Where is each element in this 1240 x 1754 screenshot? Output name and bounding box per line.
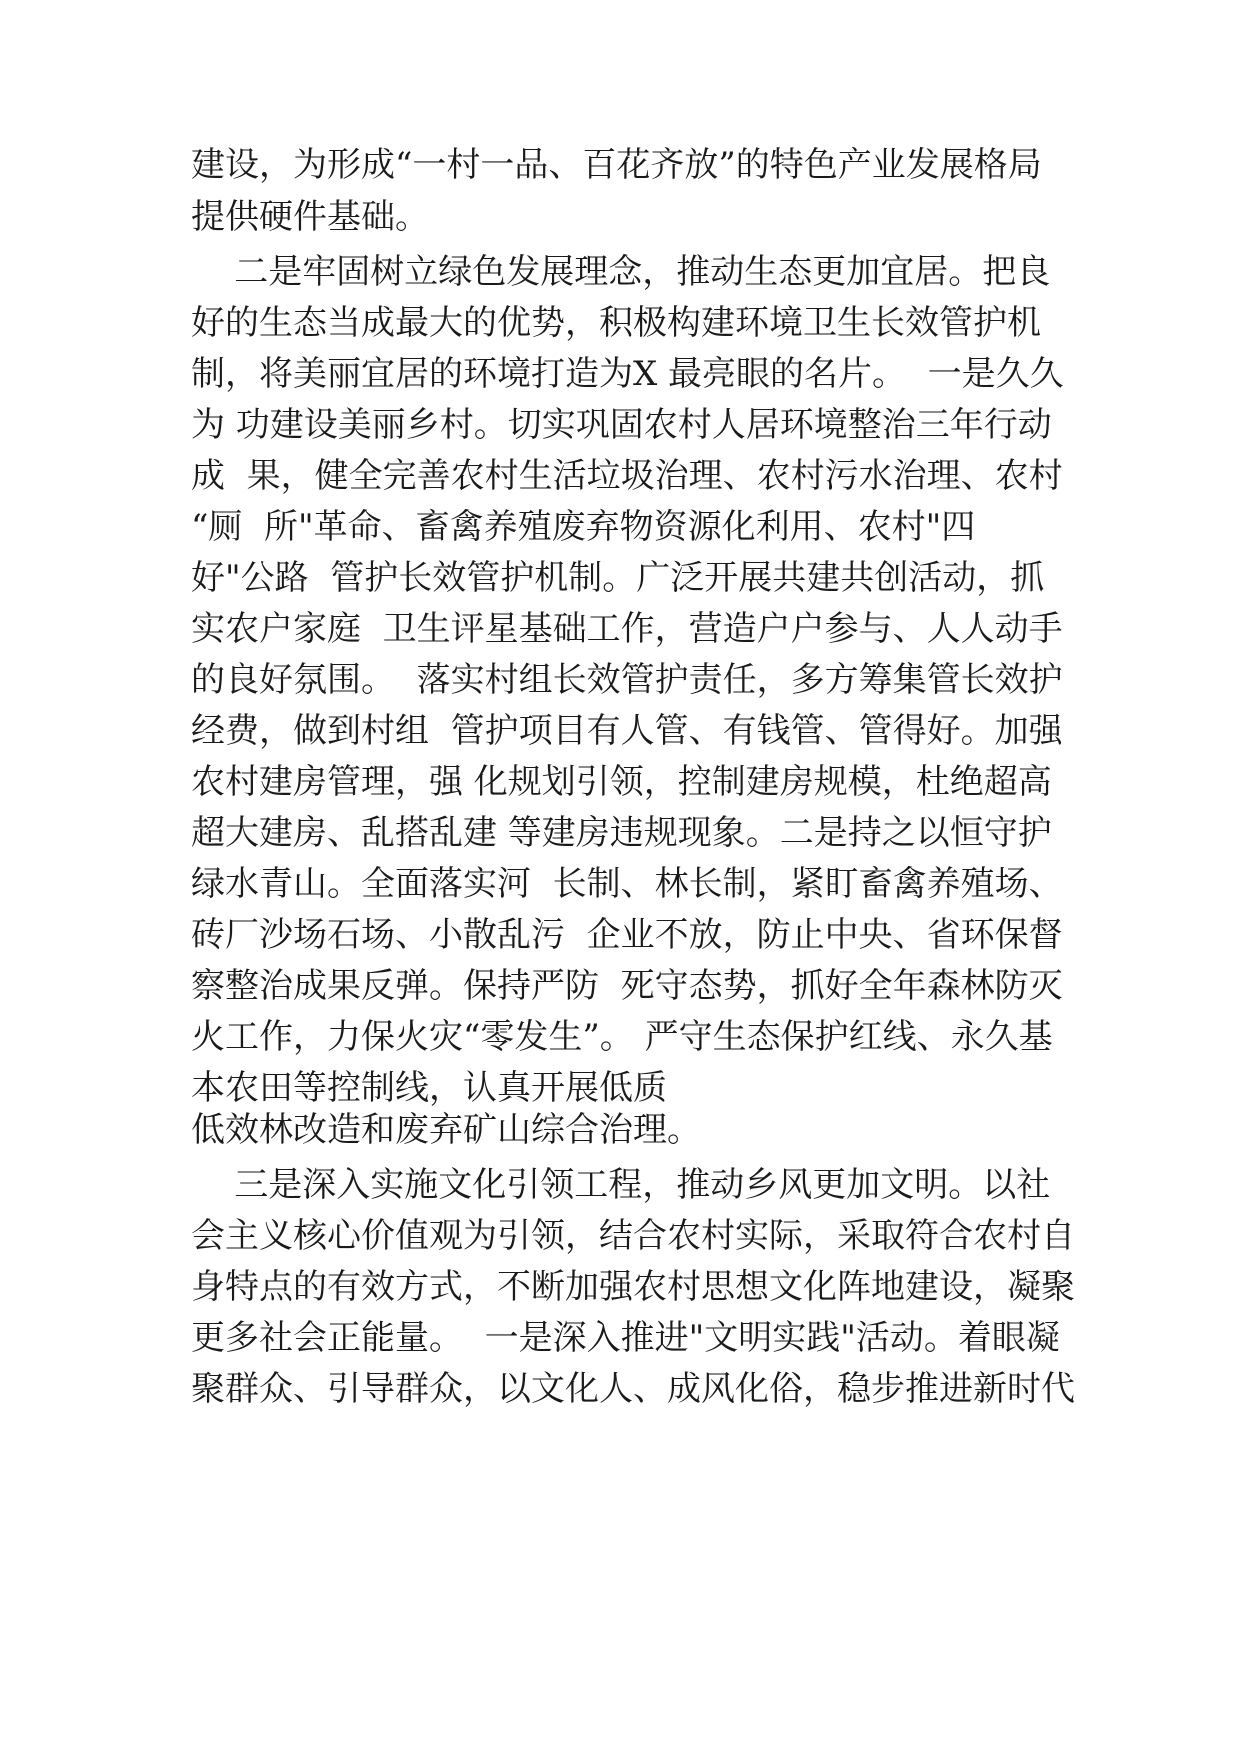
- text-line: 为 功建设美丽乡村。切实巩固农村人居环境整治三年行动: [191, 405, 1052, 445]
- text-line: 砖厂沙场石场、小散乱污 企业不放，防止中央、省环保督: [191, 915, 1063, 955]
- text-line: 好"公路 管护长效管护机制。广泛开展共建共创活动，抓: [191, 558, 1045, 598]
- text-line: 会主义核心价值观为引领，结合农村实际，采取符合农村自: [191, 1216, 1075, 1256]
- text-line: 二是牢固树立绿色发展理念，推动生态更加宜居。把良: [191, 252, 1051, 292]
- text-line: 身特点的有效方式，不断加强农村思想文化阵地建设，凝聚: [191, 1267, 1075, 1307]
- text-line: 建设，为形成“一村一品、百花齐放”的特色产业发展格局: [191, 145, 1042, 185]
- text-line: 察整治成果反弹。保持严防 死守态势，抓好全年森林防灭: [191, 966, 1063, 1006]
- text-line: 聚群众、引导群众，以文化人、成风化俗，稳步推进新时代: [191, 1369, 1075, 1409]
- text-line: 农村建房管理，强 化规划引领，控制建房规模，杜绝超高: [191, 762, 1052, 802]
- text-line: 提供硬件基础。: [191, 197, 429, 237]
- text-line: 本农田等控制线，认真开展低质: [191, 1068, 667, 1108]
- text-line: 的良好氛围。 落实村组长效管护责任，多方筹集管长效护: [191, 660, 1063, 700]
- text-line: 低效林改造和废弃矿山综合治理。: [191, 1110, 701, 1150]
- text-line: 好的生态当成最大的优势，积极构建环境卫生长效管护机: [191, 303, 1041, 343]
- text-line: 三是深入实施文化引领工程，推动乡风更加文明。以社: [191, 1165, 1051, 1205]
- text-line: 成 果，健全完善农村生活垃圾治理、农村污水治理、农村: [191, 456, 1063, 496]
- text-line: 超大建房、乱搭乱建 等建房违规现象。二是持之以恒守护: [191, 813, 1052, 853]
- text-line: 实农户家庭 卫生评星基础工作，营造户户参与、人人动手: [191, 609, 1063, 649]
- text-line: 更多社会正能量。 一是深入推进"文明实践"活动。着眼凝: [191, 1318, 1060, 1358]
- text-line: “厕 所"革命、畜禽养殖废弃物资源化利用、农村"四: [191, 507, 976, 547]
- text-line: 经费，做到村组 管护项目有人管、有钱管、管得好。加强: [191, 711, 1063, 751]
- text-line: 制，将美丽宜居的环境打造为X 最亮眼的名片。 一是久久: [191, 354, 1064, 394]
- text-line: 绿水青山。全面落实河 长制、林长制，紧盯畜禽养殖场、: [191, 864, 1063, 904]
- text-line: 火工作，力保火灾“零发生”。 严守生态保护红线、永久基: [191, 1017, 1053, 1057]
